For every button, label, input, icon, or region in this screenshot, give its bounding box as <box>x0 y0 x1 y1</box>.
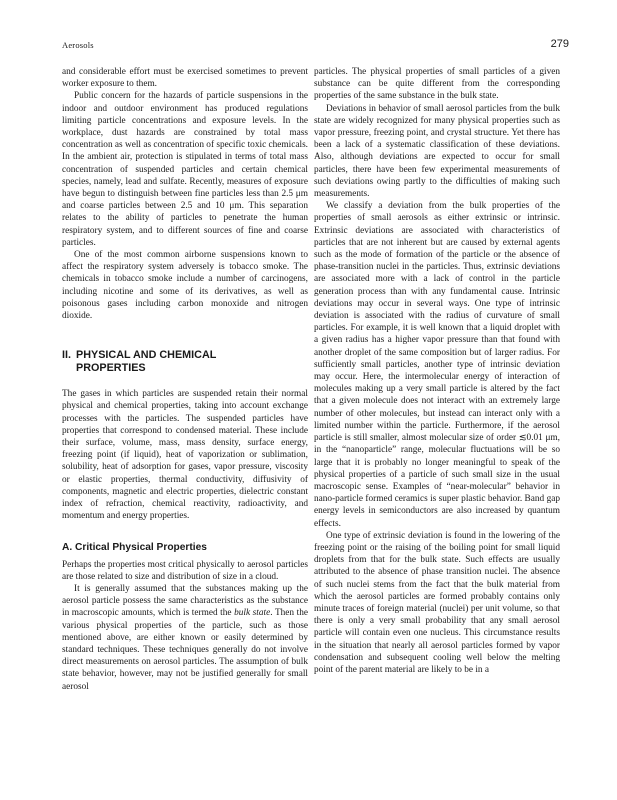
right-column <box>314 66 560 676</box>
paragraph: We classify a deviation from the bulk properties of the properties of small aerosols as either extrinsic or intrinsic. Extrinsic deviations are associated with characteristics of particles that are not inherent but are caused by external agents such as the mode of formation of the particle or the absence of phase-transition nuclei in the particles. Thus, extrinsic deviations are associated more with a lack of control in the particle generation process than with any fundamental cause. Intrinsic deviations may occur in several ways. One type of intrinsic deviation is associated with the radius of curvature of small particles. For example, it is well known that a liquid droplet with a given radius has a higher vapor pressure than that found with another droplet of the same composition but of larger radius. For sufficiently small particles, another type of intrinsic deviation may occur. Here, the intermolecular energy of interaction of molecules making up a very small particle is altered by the fact that a given molecule does not interact with an extremely large number of other molecules, but instead can interact only with a limited number within the particle. Furthermore, if the aerosol particle is still smaller, almost molecular size of order ≲0.01 μm, in the “nanoparticle” range, molecular fluctuations will be so large that it is probably no longer meaningful to speak of the physical properties of a particle of such small size in the usual macroscopic sense. Examples of “near-molecular” behavior in nano-particle formed ceramics is super plastic behavior. Band gap energy levels in semiconductors are also increased by quantum effects. <box>314 201 560 529</box>
text-run: . Then the various physical properties of the particle, such as those mentioned above, are either known or easily determined by standard techniques. These techniques generally do not involve direct measurements on aerosol particles. The assumption of bulk state behavior, however, may not be justified generally for small aerosol <box>62 608 309 692</box>
running-head: Aerosols <box>62 40 94 50</box>
subsection-heading: A. Critical Physical Properties <box>62 541 207 553</box>
section-number: II. <box>62 349 71 362</box>
paragraph: One of the most common airborne suspensions known to affect the respiratory system adversely is tobacco smoke. The chemicals in tobacco smoke include a number of carcinogens, including nicotine and some of its derivatives, as well as poisonous gases including carbon monoxide and nitrogen dioxide. <box>62 250 308 322</box>
paragraph: Public concern for the hazards of particle suspensions in the indoor and outdoor environment has produced regulations limiting particle concentrations and exposure levels. In the workplace, dust hazards are constrained by total mass concentration as well as concentration of specific toxic chemicals. In the ambient air, protection is stipulated in terms of total mass concentration of suspended particles and certain chemical species, namely, lead and sulfate. Recently, measures of exposure have begun to distinguish between fine particles less than 2.5 μm and coarse particles between 2.5 and 10 μm. This separation relates to the ability of particles to penetrate the human respiratory system, and to different sources of fine and coarse particles. <box>62 91 309 248</box>
paragraph: Deviations in behavior of small aerosol particles from the bulk state are widely recognized for many physical properties such as vapor pressure, freezing point, and crystal structure. Yet there has been a lack of a systematic classification of these deviations. Also, although deviations are expected to occur for small particles, there have been few experimental measurements of such deviations owing partly to the difficulties of making such measurements. <box>314 103 560 200</box>
section-title-line-2: PROPERTIES <box>76 362 146 375</box>
page-number: 279 <box>550 38 569 50</box>
paragraph: particles. The physical properties of small particles of a given substance can be quite different from the corresponding properties of the same substance in the bulk state. <box>314 67 560 102</box>
paragraph: The gases in which particles are suspended retain their normal physical and chemical properties, taking into account exchange processes with the particles. The suspended particles have properties that correspond to condensed material. These include their surface, volume, mass, mass density, surface energy, freezing point (if liquid), heat of vaporization or sublimation, solubility, heat of adsorption for gases, vapor pressure, viscosity or elastic properties, thermal conductivity, diffusivity of components, magnetic and electric properties, dielectric constant index of refraction, chemical reactivity, radioactivity, and momentum and energy properties. <box>62 389 308 522</box>
paragraph: One type of extrinsic deviation is found in the lowering of the freezing point or the raising of the boiling point for small liquid droplets from that for the bulk state. Such effects are usually attributed to the absence of phase transition nuclei. The absence of such nuclei stems from the fact that the bulk material from which the aerosol particles are formed probably contains only minute traces of foreign material (nuclei) per unit volume, so that there is only a very small probability that any small aerosol particle will contain even one nucleus. This circumstance results in the situation that nearly all aerosol particles formed by vapor condensation and subsequent cooling well below the melting point of the parent material are likely to be in a <box>314 530 560 675</box>
emphasis-bulk-state: bulk state <box>234 608 271 619</box>
left-column <box>62 66 308 693</box>
section-title-line-1: PHYSICAL AND CHEMICAL <box>76 349 217 362</box>
paragraph: Perhaps the properties most critical physically to aerosol particles are those related to size and distribution of size in a cloud. <box>62 559 308 582</box>
section-heading <box>62 349 308 375</box>
paragraph <box>62 583 308 693</box>
text-run: It is generally assumed that the substances making up the aerosol particle possess the same characteristics as the substance in macroscopic amounts, which is termed the <box>62 583 308 619</box>
paragraph: and considerable effort must be exercised sometimes to prevent worker exposure to them. <box>62 67 308 90</box>
